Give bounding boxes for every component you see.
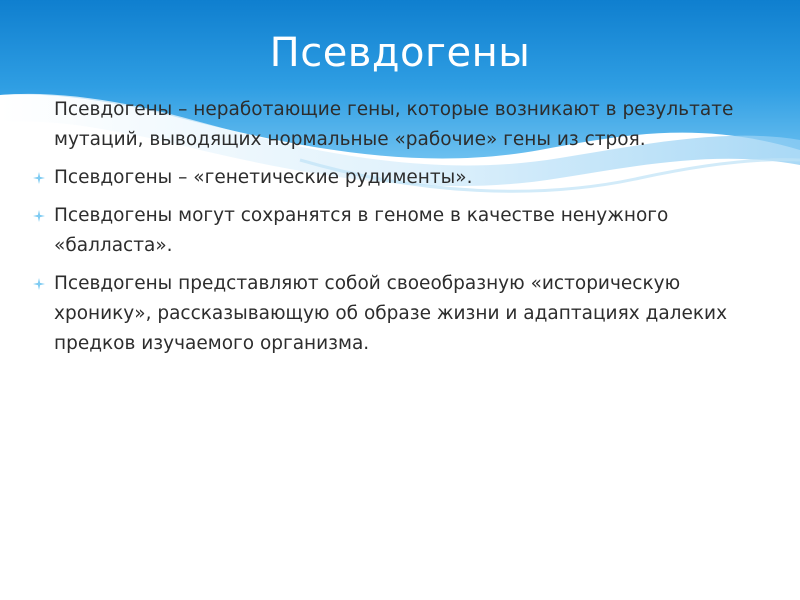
list-item xyxy=(30,163,775,193)
star-bullet-icon xyxy=(32,163,46,193)
list-item xyxy=(30,95,775,155)
list-item-text: Псевдогены представляют собой своеобразную «историческую хронику», рассказывающую об образе жизни и адаптациях далеких предков изучаемого организма. xyxy=(54,273,728,354)
list-item xyxy=(30,201,775,261)
list-item-text: Псевдогены могут сохранятся в геноме в качестве ненужного «балласта». xyxy=(54,205,669,256)
slide-title: Псевдогены xyxy=(269,30,531,76)
list-item xyxy=(30,269,775,359)
star-bullet-icon xyxy=(32,201,46,231)
bullet-list xyxy=(30,95,775,367)
list-item-text: Псевдогены – «генетические рудименты». xyxy=(54,167,473,188)
list-item-text: Псевдогены – неработающие гены, которые возникают в результате мутаций, выводящих нормальные «рабочие» гены из строя. xyxy=(54,99,734,150)
star-bullet-icon xyxy=(32,269,46,299)
